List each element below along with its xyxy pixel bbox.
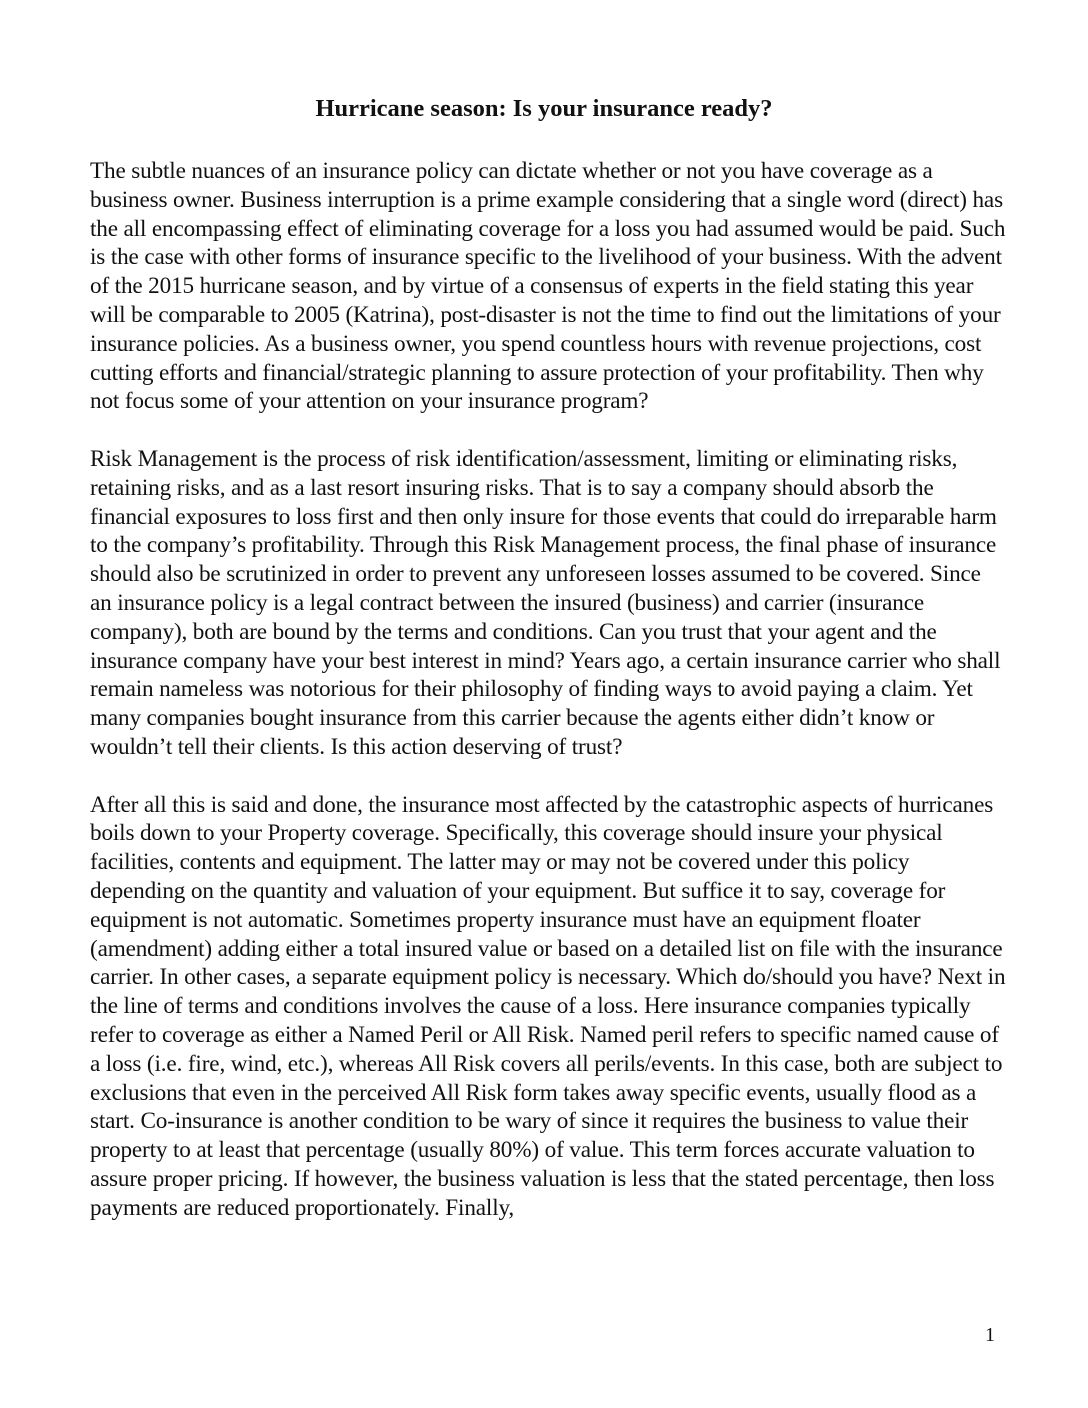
page-number: 1 bbox=[985, 1324, 995, 1346]
document-body bbox=[90, 157, 1006, 1251]
paragraph-3: After all this is said and done, the insurance most affected by the catastrophic aspects of hurricanes boils down to your Property coverage. Specifically, this coverage should insure your physical facilities, contents and equipment. The latter may or may not be covered under this policy depending on the quantity and valuation of your equipment. But suffice it to say, coverage for equipment is not automatic. Sometimes property insurance must have an equipment floater (amendment) adding either a total insured value or based on a detailed list on file with the insurance carrier. In other cases, a separate equipment policy is necessary. Which do/should you have? Next in the line of terms and conditions involves the cause of a loss. Here insurance companies typically refer to coverage as either a Named Peril or All Risk. Named peril refers to specific named cause of a loss (i.e. fire, wind, etc.), whereas All Risk covers all perils/events. In this case, both are subject to exclusions that even in the perceived All Risk form takes away specific events, usually flood as a start. Co-insurance is another condition to be wary of since it requires the business to value their property to at least that percentage (usually 80%) of value. This term forces accurate valuation to assure proper pricing. If however, the business valuation is less that the stated percentage, then loss payments are reduced proportionately. Finally, bbox=[90, 791, 1006, 1221]
paragraph-1: The subtle nuances of an insurance policy can dictate whether or not you have coverage as a business owner. Business interruption is a prime example considering that a single word (direct) has the all encompassing effect of eliminating coverage for a loss you had assumed would be paid. Such is the case with other forms of insurance specific to the livelihood of your business. With the advent of the 2015 hurricane season, and by virtue of a consensus of experts in the field stating this year will be comparable to 2005 (Katrina), post-disaster is not the time to find out the limitations of your insurance policies. As a business owner, you spend countless hours with revenue projections, cost cutting efforts and financial/strategic planning to assure protection of your profitability. Then why not focus some of your attention on your insurance program? bbox=[90, 158, 1006, 415]
document-title: Hurricane season: Is your insurance ready? bbox=[315, 95, 773, 122]
paragraph-2: Risk Management is the process of risk identification/assessment, limiting or eliminating risks, retaining risks, and as a last resort insuring risks. That is to say a company should absorb the financial exposures to loss first and then only insure for those events that could do irreparable harm to the company’s profitability. Through this Risk Management process, the final phase of insurance should also be scrutinized in order to prevent any unforeseen losses assumed to be covered. Since an insurance policy is a legal contract between the insured (business) and carrier (insurance company), both are bound by the terms and conditions. Can you trust that your agent and the insurance company have your best interest in mind? Years ago, a certain insurance carrier who shall remain nameless was notorious for their philosophy of finding ways to avoid paying a claim. Yet many companies bought insurance from this carrier because the agents either didn’t know or wouldn’t tell their clients. Is this action deserving of trust? bbox=[90, 445, 1001, 760]
